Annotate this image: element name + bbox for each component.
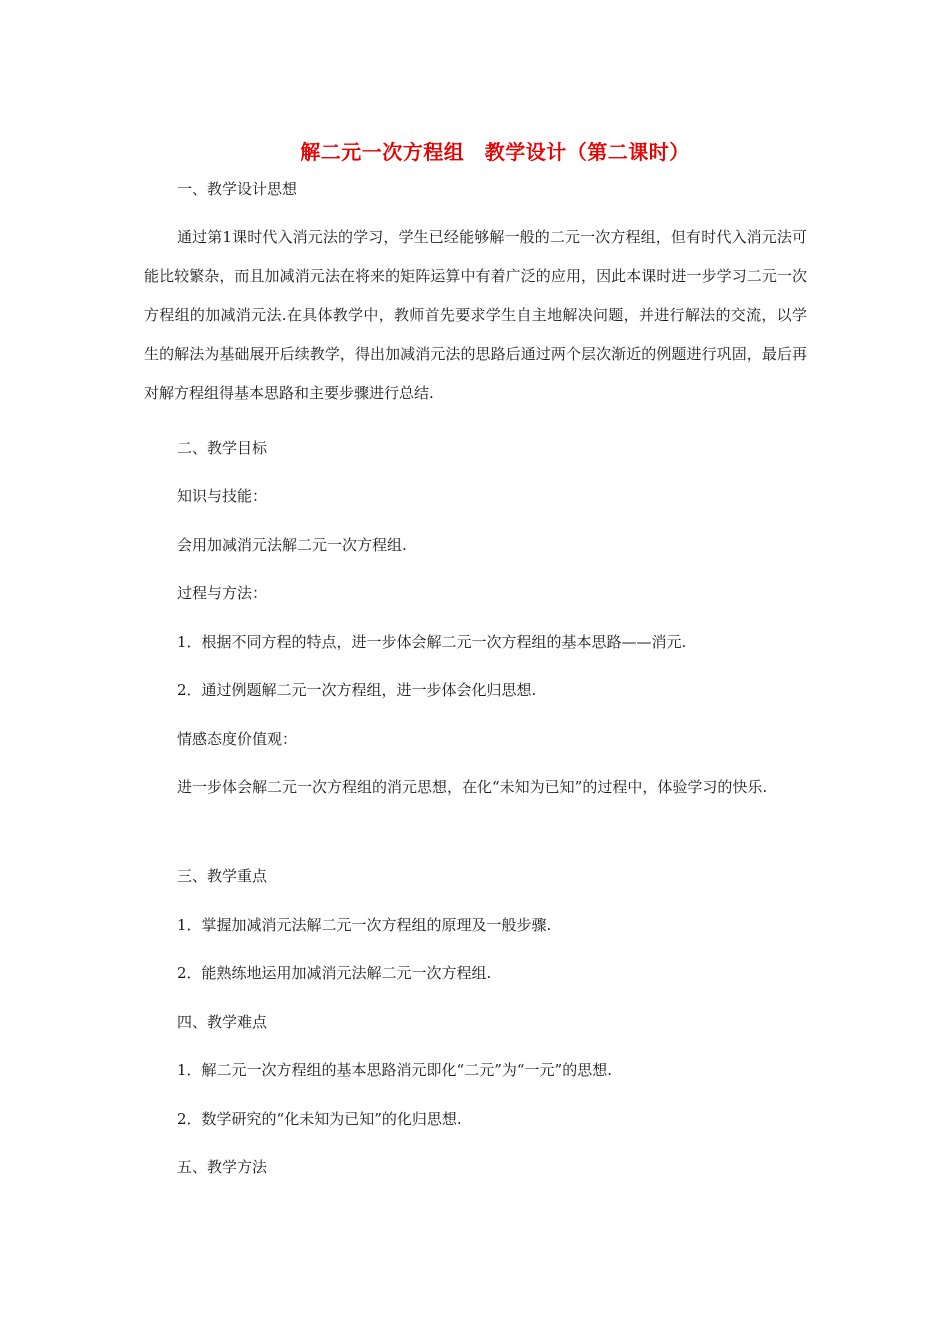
key-point-item-2: 2．能熟练地运用加减消元法解二元一次方程组. <box>177 964 492 982</box>
process-item-1: 1．根据不同方程的特点，进一步体会解二元一次方程组的基本思路——消元. <box>177 633 687 651</box>
design-idea-paragraph: 通过第1课时代入消元法的学习，学生已经能够解一般的二元一次方程组，但有时代入消元法可能比较繁杂，而且加减消元法在将来的矩阵运算中有着广泛的应用，因此本课时进一步学习二元一次方程组的加减消元法.在具体教学中，教师首先要求学生自主地解决问题，并进行解法的交流，以学生的解法为基础展开后续教学，得出加减消元法的思路后通过两个层次渐近的例题进行巩固，最后再对解方程组得基本思路和主要步骤进行总结. <box>144 228 807 402</box>
knowledge-skills-text: 会用加减消元法解二元一次方程组. <box>177 536 407 554</box>
document-title: 解二元一次方程组 教学设计（第二课时） <box>300 140 690 164</box>
section-heading-objectives: 二、教学目标 <box>177 439 268 457</box>
process-item-2: 2．通过例题解二元一次方程组，进一步体会化归思想. <box>177 681 537 699</box>
section-heading-key-points: 三、教学重点 <box>177 867 268 885</box>
emotion-values-label: 情感态度价值观： <box>177 730 298 748</box>
difficulty-item-1: 1．解二元一次方程组的基本思路消元即化“二元”为“一元”的思想. <box>177 1061 612 1079</box>
section-heading-difficulties: 四、教学难点 <box>177 1013 268 1031</box>
key-point-item-1: 1．掌握加减消元法解二元一次方程组的原理及一般步骤. <box>177 916 552 934</box>
emotion-values-paragraph: 进一步体会解二元一次方程组的消元思想，在化“未知为已知”的过程中，体验学习的快乐. <box>177 778 768 796</box>
process-methods-label: 过程与方法： <box>177 584 268 602</box>
section-heading-methods: 五、教学方法 <box>177 1158 268 1176</box>
section-heading-design-idea: 一、教学设计思想 <box>177 180 298 198</box>
difficulty-item-2: 2．数学研究的“化未知为已知”的化归思想. <box>177 1110 462 1128</box>
knowledge-skills-label: 知识与技能： <box>177 487 268 505</box>
